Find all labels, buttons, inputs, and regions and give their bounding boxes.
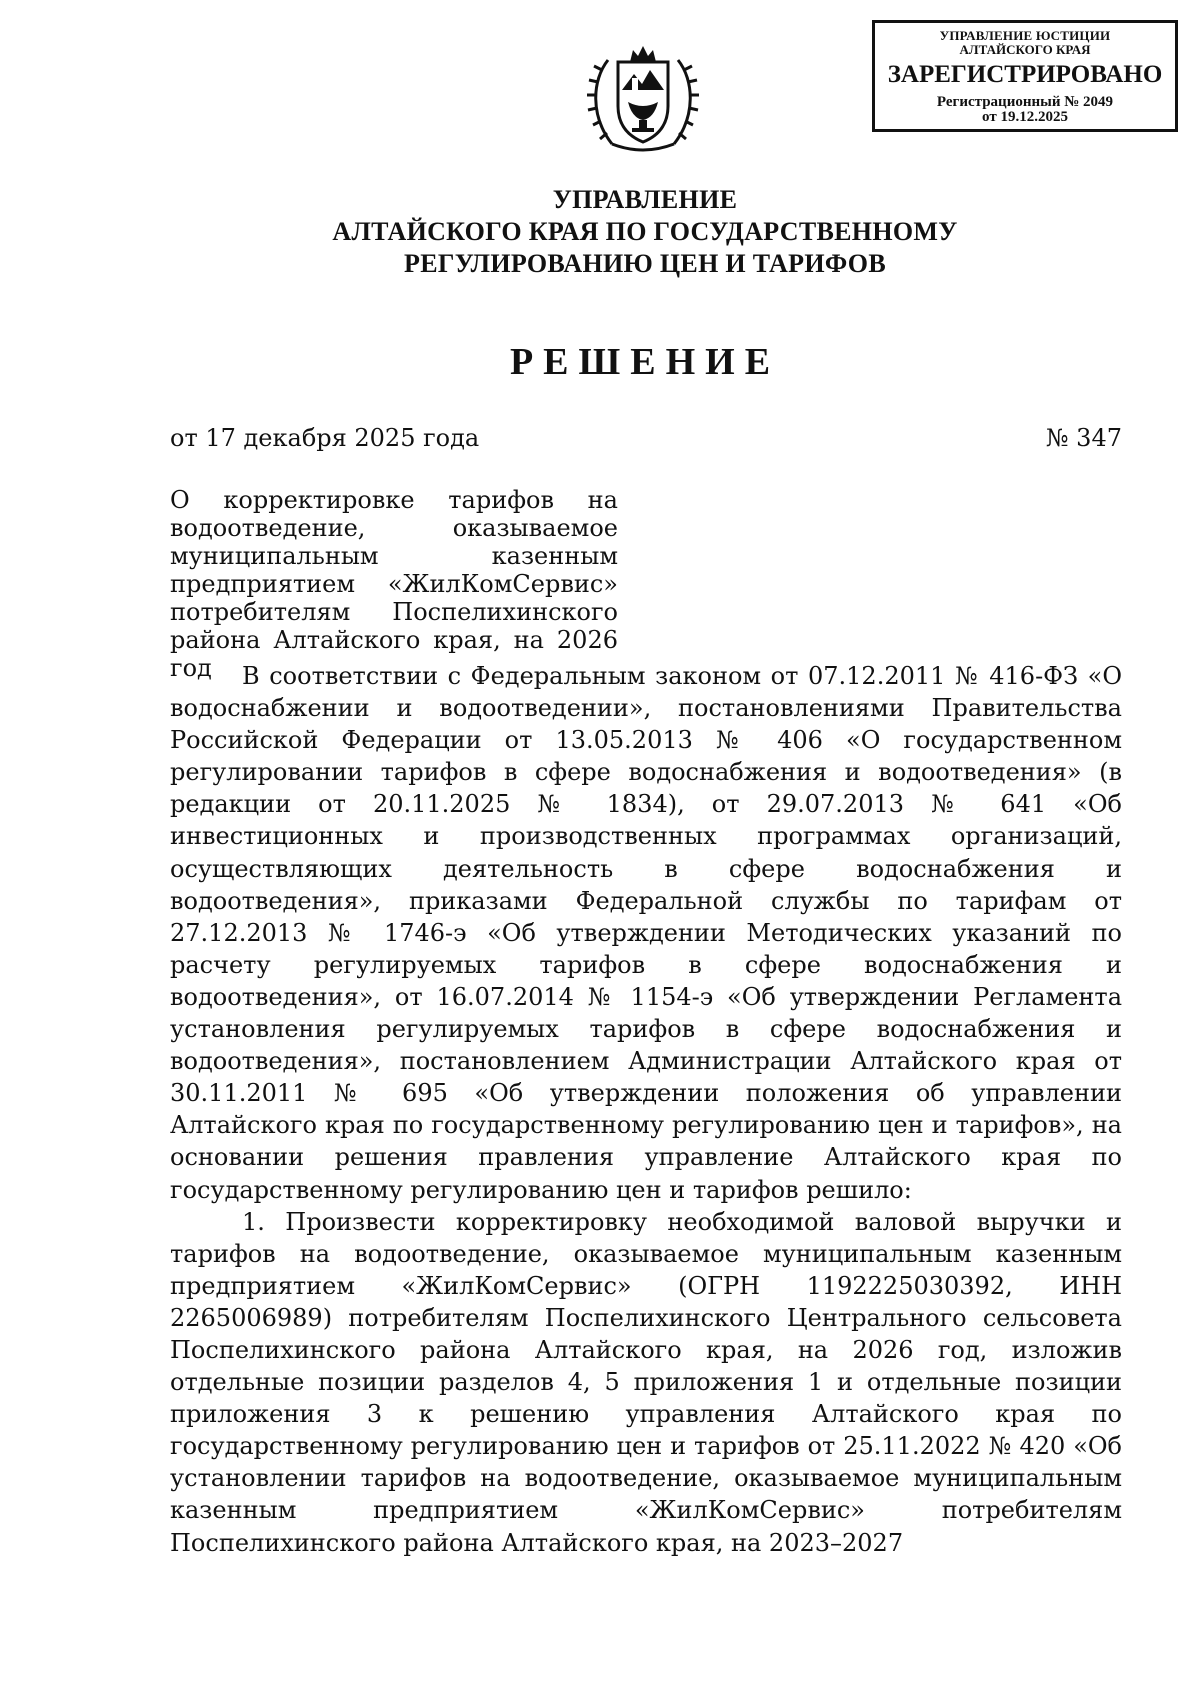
- stamp-reg-number: Регистрационный № 2049: [936, 93, 1114, 110]
- stamp-authority-line1: УПРАВЛЕНИЕ ЮСТИЦИИ: [939, 28, 1111, 43]
- body-paragraph-item-1: 1. Произвести корректировку необходимой валовой выручки и тарифов на водоотведение, оказываемое муниципальным казенным предприятием «ЖилКомСервис» (ОГРН 1192225030392, ИНН 2265006989) потребителям Поспелихинского Центрального сельсовета Поспелихинского района Алтайского края, на 2026 год, изложив отдельные позиции разделов 4, 5 приложения 1 и отдельные позиции приложения 3 к решению управления Алтайского края по государственному регулированию цен и тарифов от 25.11.2022 № 420 «Об установлении тарифов на водоотведение, оказываемое муниципальным казенным предприятием «ЖилКомСервис» потребителям Поспелихинского района Алтайского края, на 2023–2027: [170, 1207, 1122, 1557]
- decision-body: [170, 660, 1122, 1559]
- authority-line1: УПРАВЛЕНИЕ: [552, 185, 738, 214]
- authority-heading: [160, 184, 1130, 280]
- stamp-reg-date: от 19.12.2025: [982, 109, 1068, 126]
- decision-number: № 347: [1045, 424, 1122, 452]
- stamp-status: ЗАРЕГИСТРИРОВАНО: [887, 61, 1163, 89]
- registration-stamp: [872, 20, 1178, 132]
- stamp-authority-line2: АЛТАЙСКОГО КРАЯ: [959, 41, 1091, 57]
- decision-subject: О корректировке тарифов на водоотведение, оказываемое муниципальным казенным предприятием «ЖилКомСервис» потребителям Поспелихинского района Алтайского края, на 2026 год: [170, 486, 618, 682]
- body-paragraph-preamble: В соответствии с Федеральным законом от 07.12.2011 № 416-ФЗ «О водоснабжении и водоотведении», постановлениями Правительства Российской Федерации от 13.05.2013 № 406 «О государственном регулировании тарифов в сфере водоснабжения и водоотведения» (в редакции от 20.11.2025 № 1834), от 29.07.2013 № 641 «Об инвестиционных и производственных программах организаций, осуществляющих деятельность в сфере водоснабжения и водоотведения», приказами Федеральной службы по тарифам от 27.12.2013 № 1746-э «Об утверждении Методических указаний по расчету регулируемых тарифов в сфере водоснабжения и водоотведения», от 16.07.2014 № 1154-э «Об утверждении Регламента установления регулируемых тарифов в сфере водоснабжения и водоотведения», постановлением Администрации Алтайского края от 30.11.2011 № 695 «Об утверждении положения об управлении Алтайского края по государственному регулированию цен и тарифов», на основании решения правления управление Алтайского края по государственному регулированию цен и тарифов решило:: [170, 662, 1122, 1204]
- authority-line3: РЕГУЛИРОВАНИЮ ЦЕН И ТАРИФОВ: [404, 249, 886, 278]
- authority-line2: АЛТАЙСКОГО КРАЯ ПО ГОСУДАРСТВЕННОМУ: [332, 217, 958, 246]
- decision-date: от 17 декабря 2025 года: [170, 424, 480, 452]
- coat-of-arms-icon: [578, 40, 708, 158]
- document-type-title: РЕШЕНИЕ: [509, 341, 781, 383]
